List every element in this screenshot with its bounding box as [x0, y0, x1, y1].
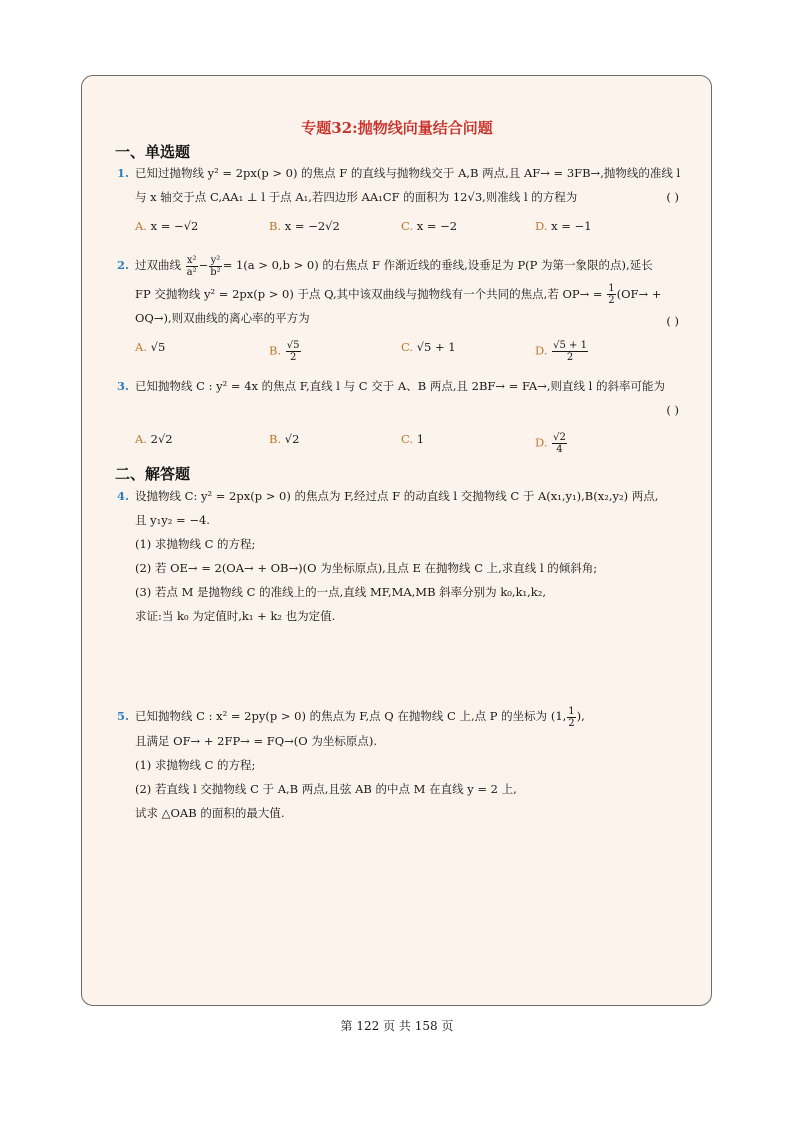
- fraction: $\frac{\text{x²}}{\text{a²}}$: [186, 254, 197, 278]
- page-title: 专题32:抛物线向量结合问题: [301, 119, 493, 137]
- question-text: 与 x 轴交于点 C,AA₁ ⊥ l 于点 A₁,若四边形 AA₁CF 的面积为 12√3,则准线 l 的方程为: [135, 190, 578, 204]
- options-q1: [135, 219, 695, 239]
- question-text: 且满足 OF→ + 2FP→ = FQ→(O 为坐标原点).: [135, 733, 378, 748]
- question-text: FP 交抛物线 y² = 2px(p > 0) 于点 Q,其中该双曲线与抛物线有一个共同的焦点,若 OP→ = $\frac{1}{2}$ (OF→ +: [135, 283, 662, 306]
- question-text: (1) 求抛物线 C 的方程;: [135, 537, 256, 551]
- options-q3: [135, 432, 695, 455]
- fraction: $\frac{1}{2}$: [568, 705, 575, 729]
- option-b[interactable]: B. $\frac{√5}{2}$: [269, 340, 300, 363]
- option-d[interactable]: D. $\frac{√5 + 1}{2}$: [535, 340, 587, 363]
- question-text: 设抛物线 C: y² = 2px(p > 0) 的焦点为 F,经过点 F 的动直线 l 交抛物线 C 于 A(x₁,y₁),B(x₂,y₂) 两点,: [135, 489, 659, 503]
- question-text: (3) 若点 M 是抛物线 C 的准线上的一点,直线 MF,MA,MB 斜率分别为 k₀,k₁,k₂,: [135, 585, 547, 599]
- question-number: 1.: [117, 166, 130, 180]
- question-text: 试求 △OAB 的面积的最大值.: [135, 805, 285, 820]
- fraction: $\frac{\text{y²}}{\text{b²}}$: [210, 254, 221, 278]
- question-text: (2) 若 OE→ = 2(OA→ + OB→)(O 为坐标原点),且点 E 在抛物线 C 上,求直线 l 的倾斜角;: [135, 561, 598, 575]
- question-1: [117, 161, 687, 209]
- answer-bracket: ( ): [666, 190, 679, 204]
- question-3: [117, 374, 687, 417]
- question-text: 求证:当 k₀ 为定值时,k₁ + k₂ 也为定值.: [135, 609, 336, 623]
- option-c[interactable]: C. √5 + 1: [401, 340, 456, 354]
- option-a[interactable]: A. √5: [135, 340, 166, 354]
- question-number: 5.: [117, 709, 130, 723]
- question-number: 2.: [117, 258, 130, 272]
- question-text: (1) 求抛物线 C 的方程;: [135, 757, 256, 772]
- option-b[interactable]: B. x = −2√2: [269, 219, 340, 233]
- option-c[interactable]: C. 1: [401, 432, 425, 446]
- question-number: 4.: [117, 489, 130, 503]
- option-d[interactable]: D. $\frac{√2}{4}$: [535, 432, 566, 455]
- question-text: 已知抛物线 C : y² = 4x 的焦点 F,直线 l 与 C 交于 A、B 两点,且 2BF→ = FA→,则直线 l 的斜率可能为: [135, 379, 666, 393]
- option-c[interactable]: C. x = −2: [401, 219, 458, 233]
- answer-bracket: ( ): [666, 403, 679, 417]
- question-text: 已知过抛物线 y² = 2px(p > 0) 的焦点 F 的直线与抛物线交于 A,B 两点,且 AF→ = 3FB→,抛物线的准线 l: [135, 166, 681, 180]
- option-a[interactable]: A. 2√2: [135, 432, 173, 446]
- question-text: 过双曲线 $\frac{\text{x²}}{\text{a²}}$ − $\frac{\text{y²}}{\text{b²}}$ = 1(a > 0,b > 0) 的右焦点 F 作渐近线的垂线,设垂足为 P(P 为第一象限的点),延长: [135, 254, 653, 278]
- question-text: OQ→),则双曲线的离心率的平方为: [135, 311, 310, 325]
- question-text: 且 y₁y₂ = −4.: [135, 513, 210, 527]
- section-heading-single-choice: 一、单选题: [115, 143, 191, 161]
- answer-bracket: ( ): [666, 314, 679, 328]
- option-a[interactable]: A. x = −√2: [135, 219, 199, 233]
- question-5: [117, 704, 687, 825]
- question-number: 3.: [117, 379, 130, 393]
- options-q2: [135, 340, 695, 363]
- fraction: $\frac{1}{2}$: [608, 283, 615, 306]
- question-4: [117, 484, 687, 628]
- question-2: [117, 253, 687, 330]
- question-text: 已知抛物线 C : x² = 2py(p > 0) 的焦点为 F,点 Q 在抛物线 C 上,点 P 的坐标为 (1, $\frac{1}{2}$ ),: [135, 705, 585, 729]
- section-heading-answer: 二、解答题: [115, 465, 191, 483]
- question-text: (2) 若直线 l 交抛物线 C 于 A,B 两点,且弦 AB 的中点 M 在直线 y = 2 上,: [135, 781, 517, 796]
- option-b[interactable]: B. √2: [269, 432, 300, 446]
- option-d[interactable]: D. x = −1: [535, 219, 592, 233]
- page-footer: 第 122 页 共 158 页: [340, 1019, 454, 1033]
